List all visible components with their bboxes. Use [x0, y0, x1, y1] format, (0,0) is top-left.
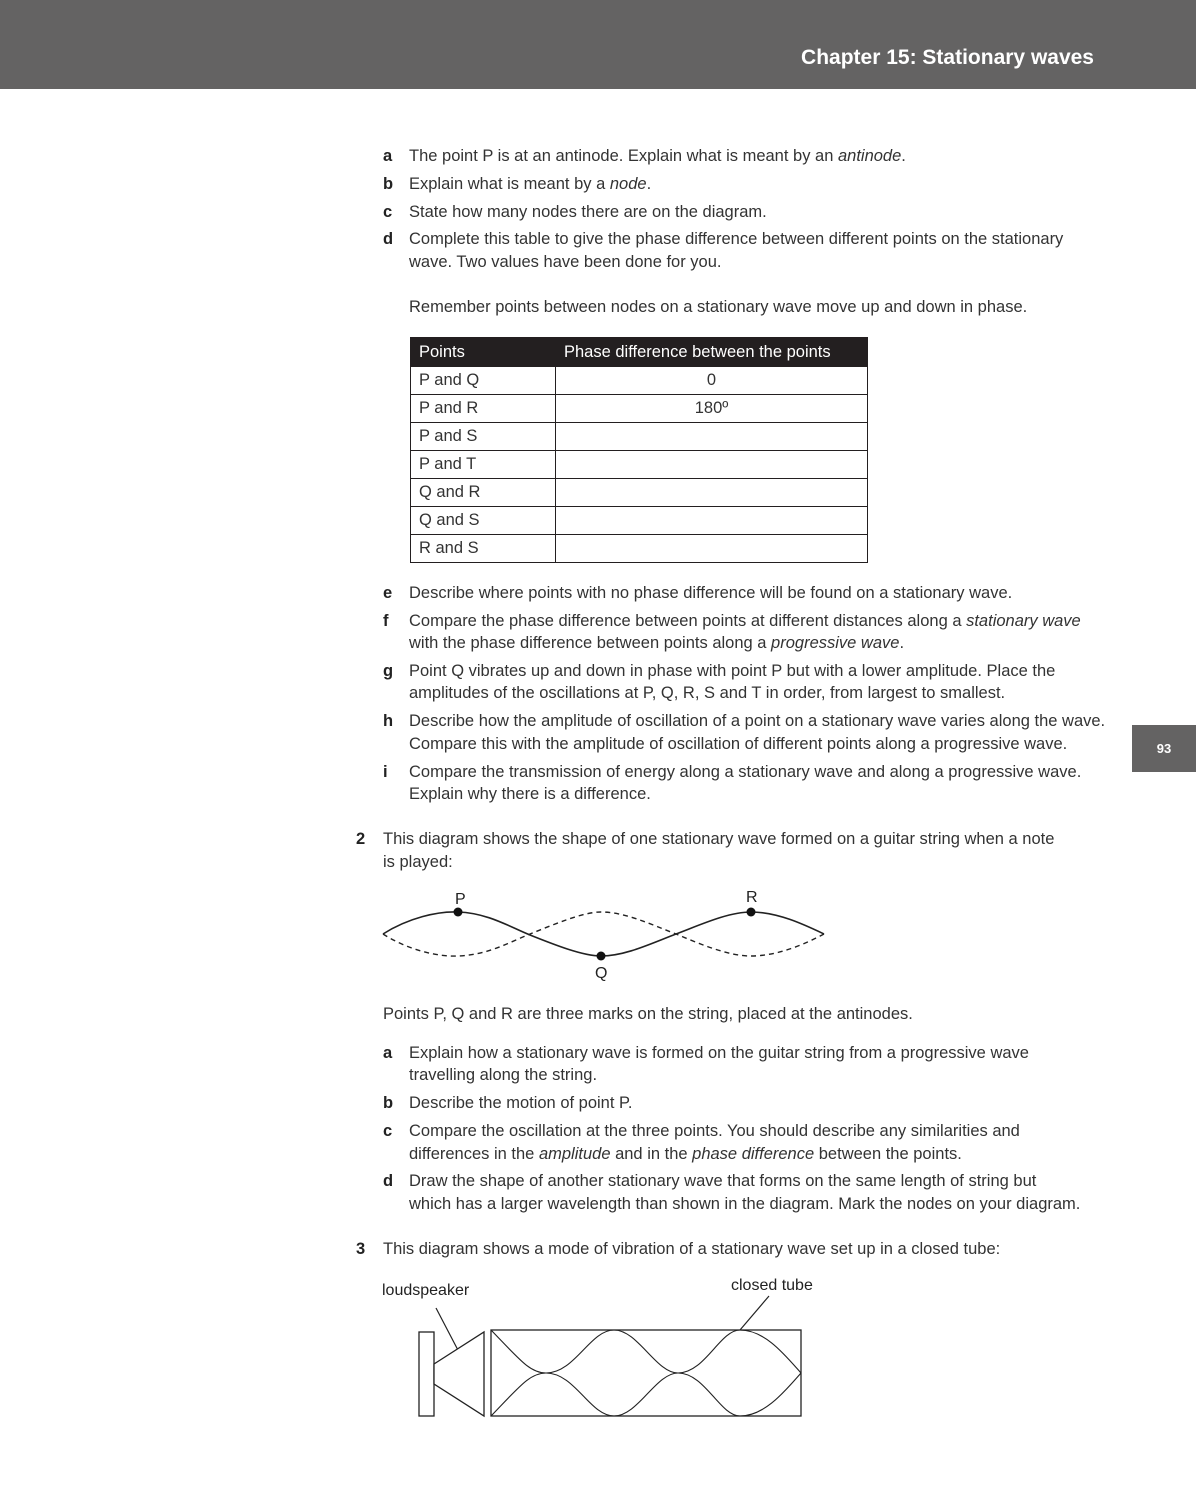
table-row — [411, 395, 868, 423]
points-cell: P and R — [411, 395, 556, 423]
part-label: i — [383, 763, 388, 781]
label-p: P — [455, 891, 466, 908]
question-number: 3 — [356, 1240, 366, 1258]
point-p-dot — [454, 908, 463, 917]
points-cell: Q and R — [411, 479, 556, 507]
points-cell: P and Q — [411, 367, 556, 395]
question-1f-line2: with the phase difference between points along a progressive wave. — [409, 634, 905, 652]
label-q: Q — [595, 965, 608, 982]
loudspeaker-pointer — [436, 1308, 460, 1354]
question-1d-line2: wave. Two values have been done for you. — [409, 253, 722, 271]
point-q-dot — [597, 952, 606, 961]
points-cell: Q and S — [411, 507, 556, 535]
table-row — [411, 451, 868, 479]
question-1b: Explain what is meant by a node. — [409, 175, 652, 193]
part-label: d — [383, 1172, 394, 1190]
question-1f-line1: Compare the phase difference between points at different distances along a stationary wave — [409, 612, 1081, 630]
wave-solid-line — [383, 912, 824, 956]
part-label: f — [383, 612, 389, 630]
question-2b: Describe the motion of point P. — [409, 1094, 633, 1112]
table-row — [411, 367, 868, 395]
guitar-string-wave-diagram — [375, 885, 835, 985]
phase-cell: 180º — [556, 395, 868, 423]
points-cell: P and S — [411, 423, 556, 451]
page-number: 93 — [1132, 725, 1196, 772]
wave-dashed-line — [383, 912, 824, 956]
table-row — [411, 423, 868, 451]
question-2-note: Points P, Q and R are three marks on the string, placed at the antinodes. — [383, 1005, 913, 1023]
closed-tube-label: closed tube — [731, 1277, 813, 1294]
table-row — [411, 535, 868, 563]
table-row — [411, 479, 868, 507]
part-label: c — [383, 203, 393, 221]
part-label: d — [383, 230, 394, 248]
question-2a-line1: Explain how a stationary wave is formed on the guitar string from a progressive wave — [409, 1044, 1029, 1062]
column-header-points: Points — [411, 338, 556, 367]
phase-cell: 0 — [556, 367, 868, 395]
question-1g-line1: Point Q vibrates up and down in phase with point P but with a lower amplitude. Place the — [409, 662, 1056, 680]
question-3-text: This diagram shows a mode of vibration of a stationary wave set up in a closed tube: — [383, 1240, 1001, 1258]
loudspeaker-label: loudspeaker — [382, 1282, 470, 1299]
phase-difference-table — [410, 337, 868, 563]
question-2c-line2: differences in the amplitude and in the phase difference between the points. — [409, 1145, 962, 1163]
chapter-title: Chapter 15: Stationary waves — [801, 46, 1094, 69]
closed-tube — [491, 1330, 801, 1416]
part-label: b — [383, 1094, 394, 1112]
question-1h-line2: Compare this with the amplitude of oscillation of different points along a progressive wave. — [409, 735, 1068, 753]
closed-tube-diagram — [375, 1272, 835, 1422]
tube-wave-lower — [491, 1373, 801, 1416]
question-2d-line1: Draw the shape of another stationary wave that forms on the same length of string but — [409, 1172, 1037, 1190]
part-label: e — [383, 584, 393, 602]
loudspeaker-magnet — [419, 1332, 434, 1416]
question-2-line1: This diagram shows the shape of one stationary wave formed on a guitar string when a note — [383, 830, 1055, 848]
question-1i-line1: Compare the transmission of energy along a stationary wave and along a progressive wave. — [409, 763, 1082, 781]
point-r-dot — [747, 908, 756, 917]
question-number: 2 — [356, 830, 366, 848]
question-2a-line2: travelling along the string. — [409, 1066, 598, 1084]
points-cell: R and S — [411, 535, 556, 563]
question-2-line2: is played: — [383, 853, 453, 871]
part-label: c — [383, 1122, 393, 1140]
part-label: b — [383, 175, 394, 193]
hint-text: Remember points between nodes on a stationary wave move up and down in phase. — [409, 298, 1028, 316]
phase-cell — [556, 479, 868, 507]
question-2d-line2: which has a larger wavelength than shown in the diagram. Mark the nodes on your diagram. — [409, 1195, 1081, 1213]
part-label: a — [383, 1044, 393, 1062]
label-r: R — [746, 889, 758, 906]
tube-wave-upper — [491, 1330, 801, 1373]
phase-cell — [556, 507, 868, 535]
question-1e: Describe where points with no phase difference will be found on a stationary wave. — [409, 584, 1013, 602]
question-1h-line1: Describe how the amplitude of oscillation of a point on a stationary wave varies along the wave. — [409, 712, 1106, 730]
header-bar — [0, 0, 1196, 89]
question-1c: State how many nodes there are on the diagram. — [409, 203, 767, 221]
part-label: h — [383, 712, 394, 730]
points-cell: P and T — [411, 451, 556, 479]
part-label: a — [383, 147, 393, 165]
phase-cell — [556, 451, 868, 479]
tube-pointer — [740, 1296, 769, 1330]
question-1d-line1: Complete this table to give the phase difference between different points on the stationary — [409, 230, 1064, 248]
question-2c-line1: Compare the oscillation at the three points. You should describe any similarities and — [409, 1122, 1020, 1140]
phase-cell — [556, 535, 868, 563]
column-header-phase: Phase difference between the points — [556, 338, 868, 367]
table-header-row — [411, 338, 868, 367]
question-1g-line2: amplitudes of the oscillations at P, Q, R, S and T in order, from largest to smallest. — [409, 684, 1006, 702]
loudspeaker-cone — [434, 1332, 484, 1416]
phase-cell — [556, 423, 868, 451]
question-1i-line2: Explain why there is a difference. — [409, 785, 651, 803]
table-row — [411, 507, 868, 535]
part-label: g — [383, 662, 394, 680]
question-1a: The point P is at an antinode. Explain what is meant by an antinode. — [409, 147, 906, 165]
